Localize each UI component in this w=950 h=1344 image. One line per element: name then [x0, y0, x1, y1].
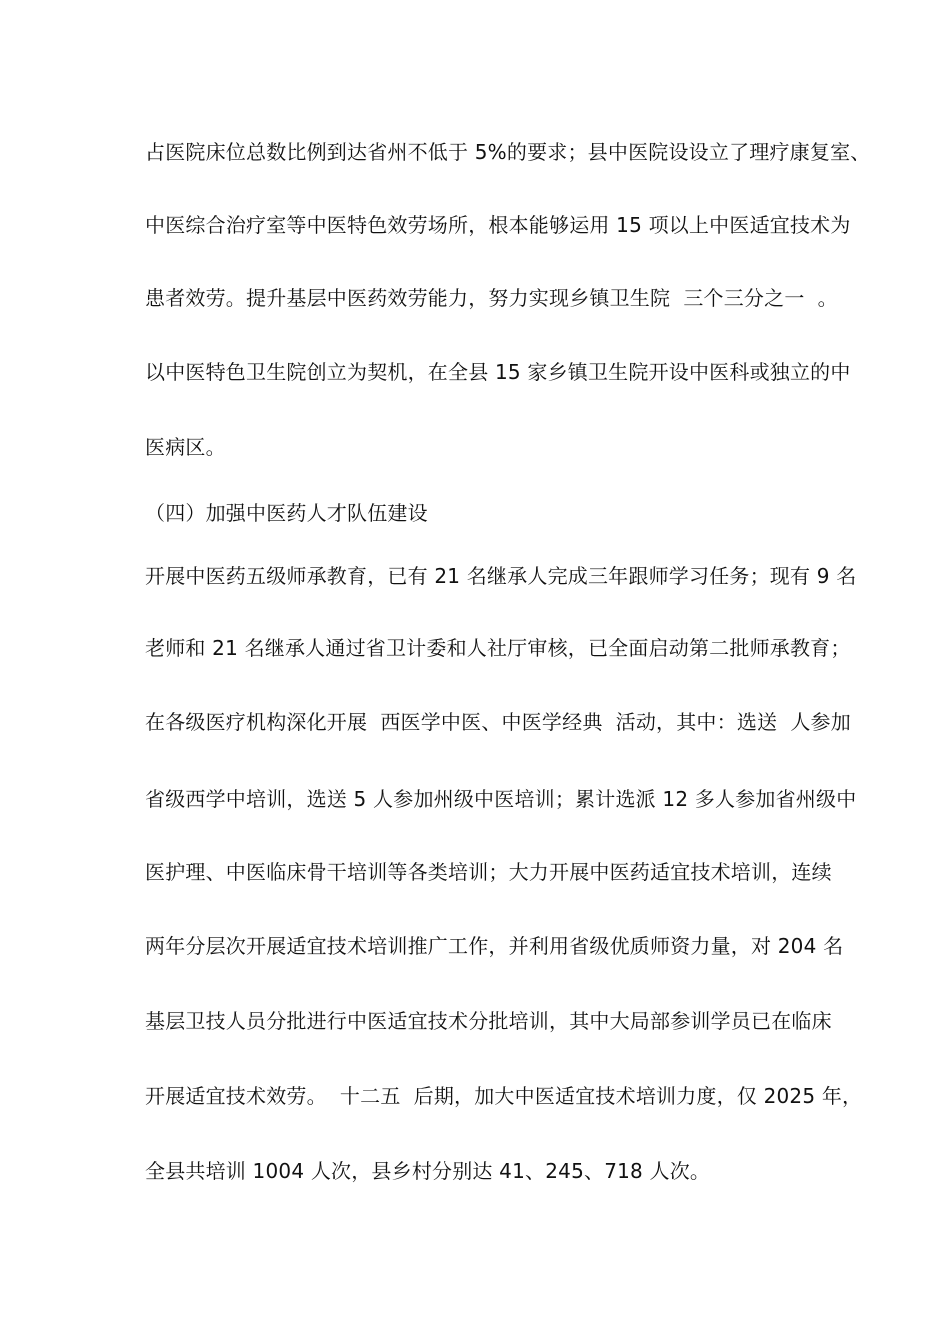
text-line: 开展适宜技术效劳。 十二五 后期，加大中医适宜技术培训力度，仅 2025 年， — [145, 1084, 863, 1108]
text-line: 以中医特色卫生院创立为契机，在全县 15 家乡镇卫生院开设中医科或独立的中 — [145, 360, 851, 384]
text-line: 基层卫技人员分批进行中医适宜技术分批培训，其中大局部参训学员已在临床 — [145, 1009, 832, 1033]
text-line: 占医院床位总数比例到达省州不低于 5%的要求；县中医院设设立了理疗康复室、 — [145, 140, 871, 164]
text-line: 老师和 21 名继承人通过省卫计委和人社厅审核，已全面启动第二批师承教育； — [145, 636, 851, 660]
text-line: 开展中医药五级师承教育，已有 21 名继承人完成三年跟师学习任务；现有 9 名 — [145, 564, 857, 588]
text-line: 在各级医疗机构深化开展 西医学中医、中医学经典 活动，其中：选送 人参加 — [145, 710, 851, 734]
text-line: 患者效劳。提升基层中医药效劳能力，努力实现乡镇卫生院 三个三分之一 。 — [145, 286, 838, 310]
text-line: 医护理、中医临床骨干培训等各类培训；大力开展中医药适宜技术培训，连续 — [145, 860, 832, 884]
text-line: 省级西学中培训，选送 5 人参加州级中医培训；累计选派 12 多人参加省州级中 — [145, 787, 857, 811]
section-heading: （四）加强中医药人才队伍建设 — [145, 501, 428, 525]
text-line: 医病区。 — [145, 435, 226, 459]
text-line: 两年分层次开展适宜技术培训推广工作，并利用省级优质师资力量，对 204 名 — [145, 934, 844, 958]
text-line: 中医综合治疗室等中医特色效劳场所，根本能够运用 15 项以上中医适宜技术为 — [145, 213, 851, 237]
text-line: 全县共培训 1004 人次，县乡村分别达 41、245、718 人次。 — [145, 1159, 711, 1183]
